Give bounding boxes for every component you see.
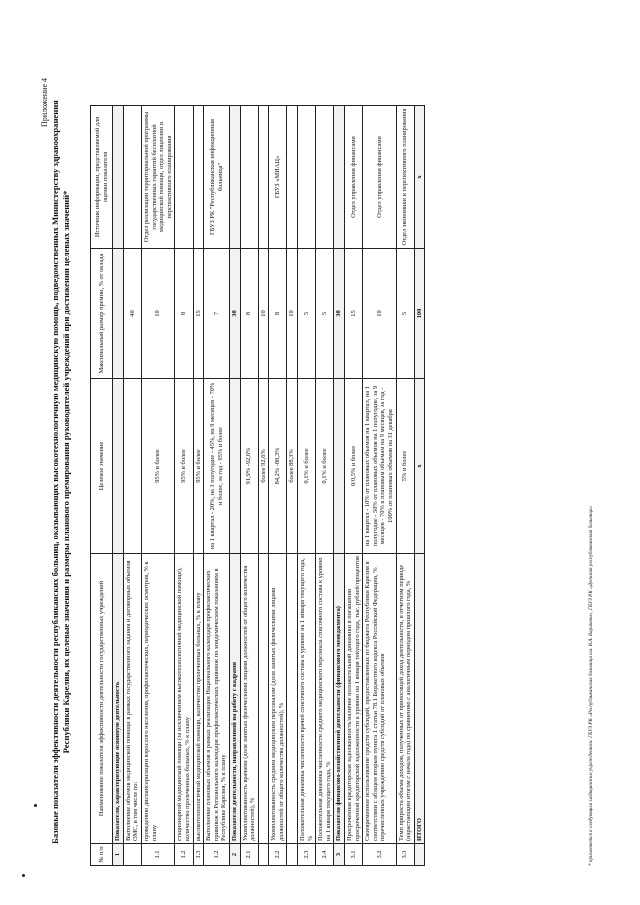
cell-bonus: 10 — [141, 249, 174, 379]
cell-name — [258, 554, 269, 844]
header-name: Наименование показателя эффективности деятельности государственных учреждений — [91, 554, 113, 844]
cell-num: 3.3 — [396, 844, 414, 866]
cell-bonus: 40 — [123, 249, 141, 379]
cell-num — [414, 844, 425, 866]
cell-bonus: 8 — [269, 249, 287, 379]
cell-num: 2.1 — [240, 844, 258, 866]
cell-num: 1.3 — [193, 844, 204, 866]
header-source: Источник информации, представляемой для оценки показателя — [91, 106, 113, 249]
header-num: № п/п — [91, 844, 113, 866]
cell-num — [123, 844, 141, 866]
cell-source — [113, 106, 124, 249]
cell-num: 1.2 — [204, 844, 230, 866]
cell-bonus: 10 — [363, 249, 396, 379]
table-row — [363, 106, 396, 866]
cell-target: 95% и более — [175, 379, 193, 554]
table-row — [229, 106, 240, 866]
cell-num: 2.4 — [316, 844, 334, 866]
cell-source — [316, 106, 334, 249]
table-row — [287, 106, 298, 866]
cell-source: ГБУЗ РК "Республиканская инфекционная больница" — [204, 106, 230, 249]
cell-source: Отдел экономики и перспективного планирования — [396, 106, 414, 249]
cell-name: ИТОГО — [414, 554, 425, 844]
cell-target: на 1 квартал - 20%, на 1 полугодие - 45%, на 9 месяцев - 70% и более, за год - 95% и более — [204, 379, 230, 554]
scan-speck — [34, 804, 37, 807]
cell-source: Отдел управления финансами — [363, 106, 396, 249]
cell-bonus: 5 — [396, 249, 414, 379]
appendix-label: Приложение 4 — [40, 78, 49, 127]
cell-bonus — [113, 249, 124, 379]
table-row — [240, 106, 258, 866]
cell-num: 1.2 — [175, 844, 193, 866]
cell-target: 95% и более — [141, 379, 174, 554]
cell-name: Просроченная кредиторская задолженность/наличие положительной динамики в погашении просроченной кредиторской задолженности к уровню на 1 января текущего года, тыс. рублей/процентов — [345, 554, 363, 844]
cell-source — [334, 106, 345, 249]
cell-bonus: 7 — [204, 249, 230, 379]
cell-bonus: 30 — [229, 249, 240, 379]
cell-bonus: 10 — [287, 249, 298, 379]
cell-target: более 92,6% — [258, 379, 269, 554]
cell-bonus: 8 — [175, 249, 193, 379]
cell-name: Положительная динамика численности среднего медицинского персонала списочного состава к уровню на 1 января текущего года, % — [316, 554, 334, 844]
cell-bonus: 100 — [414, 249, 425, 379]
cell-num: 2.2 — [269, 844, 287, 866]
cell-name: Показатели, характеризующие основную деятельность — [113, 554, 124, 844]
table-row — [113, 106, 124, 866]
cell-name: Укомплектованность средним медицинским персоналом (доля занятых физическими лицами должностей от общего количества должностей), % — [269, 554, 287, 844]
cell-name: Темп прироста объема доходов, полученных от приносящей доход деятельности, в отчетном периоде (нарастающим итогом с начала года) по сравнению с аналогичным периодом прошлого года, % — [396, 554, 414, 844]
cell-target: 0,1% и более — [298, 379, 316, 554]
cell-target — [113, 379, 124, 554]
footnote: * применяется к следующим медицинским учреждениям: ГБУЗ РК «Республиканская больница им. В.А. Баранова», ГБУЗ РК «Детская республиканская больница» — [588, 505, 594, 866]
cell-source — [258, 106, 269, 249]
cell-name: стационарной медицинской помощи (за исключением высокотехнологичной медицинской помощи), количество пролеченных больных, % к плану — [175, 554, 193, 844]
cell-source — [175, 106, 193, 249]
table-row — [123, 106, 141, 866]
table-row — [175, 106, 193, 866]
cell-bonus: 10 — [258, 249, 269, 379]
cell-source: Отдел управления финансами — [345, 106, 363, 249]
cell-name: Своевременное использование средств субсидий, предоставленных из бюджета Республики Карелия в соответствии с абзацем вторым пункта 1 статьи 78.1 Бюджетного кодекса Российской Федерации, % перечисленных учреждению средств субсидий от плановых объемов — [363, 554, 396, 844]
cell-bonus: 5 — [298, 249, 316, 379]
cell-target: 91,9% -92,6% — [240, 379, 258, 554]
cell-target — [229, 379, 240, 554]
cell-num: 1 — [113, 844, 124, 866]
cell-target: на 1 квартал - 10% от плановых объемов на 1 квартал, на 1 полугодие - 50% от плановых объемов на 1 полугодие, за 9 месяцев - 70% к плановым объемам на 9 месяцев, за год - 100% от плановых объемов на 31 декабря — [363, 379, 396, 554]
cell-source — [298, 106, 316, 249]
cell-name: Укомплектованность врачами (доля занятых физическими лицами должностей от общего количества должностей), % — [240, 554, 258, 844]
cell-target — [334, 379, 345, 554]
table-row — [316, 106, 334, 866]
cell-bonus: 15 — [193, 249, 204, 379]
cell-name: Положительная динамика численности врачей списочного состава к уровню на 1 января текущего года, % — [298, 554, 316, 844]
cell-num: 2 — [229, 844, 240, 866]
cell-num: 2.3 — [298, 844, 316, 866]
table-row — [334, 106, 345, 866]
cell-source — [123, 106, 141, 249]
cell-target: x — [414, 379, 425, 554]
table-row — [396, 106, 414, 866]
table-row — [269, 106, 287, 866]
cell-target: 95% и более — [193, 379, 204, 554]
indicators-table — [90, 105, 425, 866]
cell-bonus: 30 — [334, 249, 345, 379]
cell-bonus: 5 — [316, 249, 334, 379]
cell-source — [240, 106, 258, 249]
table-row — [298, 106, 316, 866]
cell-bonus: 8 — [240, 249, 258, 379]
table-row — [204, 106, 230, 866]
cell-name: Показатели деятельности, направленной на работу с кадрами — [229, 554, 240, 844]
cell-num — [258, 844, 269, 866]
cell-target: 5% и более — [396, 379, 414, 554]
cell-target: 0/0,5% и более — [345, 379, 363, 554]
cell-num — [287, 844, 298, 866]
table-row — [345, 106, 363, 866]
cell-source: ГБУЗ «МИАЦ» — [269, 106, 287, 249]
cell-source — [287, 106, 298, 249]
cell-name: Выполнение плановых объемов в рамках реализации Национального календаря профилактических прививок и Регионального календаря профилактических прививок по эпидемическим показаниям в Республике Карелия, % к плану — [204, 554, 230, 844]
cell-num: 3 — [334, 844, 345, 866]
header-target: Целевое значение — [91, 379, 113, 554]
cell-num: 3.2 — [363, 844, 396, 866]
rotated-document-page — [40, 72, 620, 872]
cell-num: 1.1 — [141, 844, 174, 866]
cell-num: 3.1 — [345, 844, 363, 866]
cell-target — [123, 379, 141, 554]
cell-source: Отдел реализации территориальной программы государственных гарантий бесплатной медицинской помощи, отдел лицензии и перспективного планирования — [141, 106, 174, 249]
cell-target: 84,2% -88,3% — [269, 379, 287, 554]
cell-source — [193, 106, 204, 249]
table-row — [141, 106, 174, 866]
table-header-row — [91, 106, 113, 866]
cell-name: высокотехнологичной медицинской помощи, количество пролеченных больных, % к плану — [193, 554, 204, 844]
table-row — [193, 106, 204, 866]
table-body — [113, 106, 425, 866]
cell-source: x — [414, 106, 425, 249]
cell-target: 0,1% и более — [316, 379, 334, 554]
cell-bonus: 15 — [345, 249, 363, 379]
cell-name — [287, 554, 298, 844]
table-row — [258, 106, 269, 866]
table-row — [414, 106, 425, 866]
cell-name: проведению диспансеризации взрослого населения, профилактических, периодических осмотров, % к плану — [141, 554, 174, 844]
cell-name: Показатели финансово-хозяйственной деятельности (финансового менеджмента) — [334, 554, 345, 844]
document-title: Базовые показатели эффективности деятельности республиканских больниц, оказывающих высокотехнологичную медицинскую помощь, подведомственных Министерству здравоохранения Республики Карелия, их целевые значения и размеры планового премирования руководителей учреждений при достижении целевых значений* — [50, 100, 71, 844]
header-bonus: Максимальный размер премии, % от оклада — [91, 249, 113, 379]
cell-name: Выполнение объемов медицинской помощи в рамках государственного задания и договорных объемов ОМС, в том числе по: — [123, 554, 141, 844]
cell-target: более 88,3% — [287, 379, 298, 554]
scan-speck — [22, 874, 25, 877]
cell-source — [229, 106, 240, 249]
